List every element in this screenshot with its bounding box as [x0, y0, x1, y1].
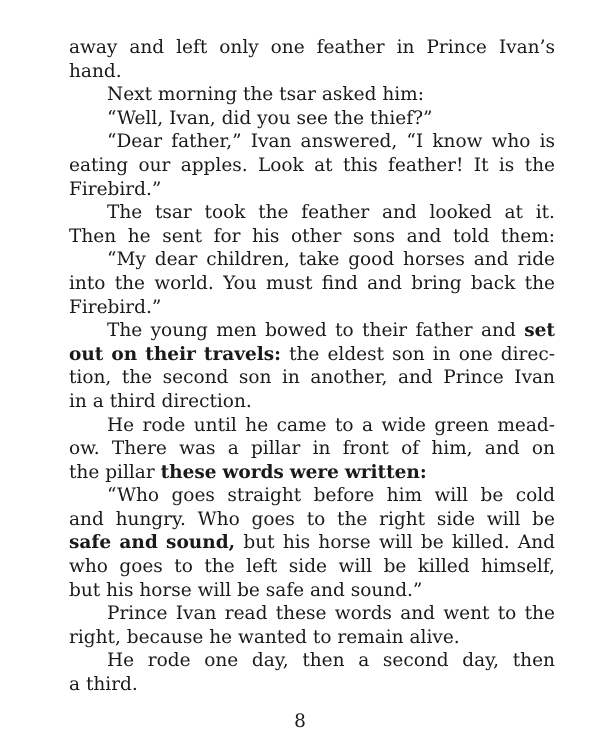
text-line: out on their travels: the eldest son in one direc-: [69, 343, 555, 365]
text-line: He rode until he came to a wide green mead-: [107, 414, 555, 436]
text-line: tion, the second son in another, and Prince Ivan: [69, 367, 555, 389]
text-line: ow. There was a pillar in front of him, and on: [69, 438, 555, 460]
text-line: and hungry. Who goes to the right side will be: [69, 508, 555, 530]
text-line: in a third direction.: [69, 390, 252, 412]
text-line: into the world. You must find and bring back the: [69, 272, 555, 294]
text-line: “My dear children, take good horses and ride: [107, 249, 555, 271]
text-line: He rode one day, then a second day, then: [107, 650, 555, 672]
text-line: Firebird.”: [69, 296, 162, 318]
text-line: Then he sent for his other sons and told them:: [69, 225, 555, 247]
page-text: [69, 36, 555, 697]
text-line: right, because he wanted to remain alive.: [69, 626, 460, 648]
text-line: safe and sound, but his horse will be killed. And: [69, 532, 555, 554]
page-number: 8: [294, 711, 306, 732]
text-line: The young men bowed to their father and set: [107, 320, 555, 342]
text-line: “Dear father,” Ivan answered, “I know who is: [107, 131, 555, 153]
text-line: hand.: [69, 60, 122, 82]
text-line: a third.: [69, 674, 138, 696]
text-line: “Who goes straight before him will be cold: [107, 485, 555, 507]
text-line: Prince Ivan read these words and went to the: [107, 603, 555, 625]
text-line: Firebird.”: [69, 178, 162, 200]
text-line: eating our apples. Look at this feather! It is the: [69, 154, 555, 176]
text-line: the pillar these words were written:: [69, 461, 427, 483]
text-line: “Well, Ivan, did you see the thief?”: [107, 107, 433, 129]
text-line: The tsar took the feather and looked at it.: [107, 202, 555, 224]
text-line: Next morning the tsar asked him:: [107, 84, 424, 106]
text-line: away and left only one feather in Prince Ivan’s: [69, 37, 555, 58]
text-line: who goes to the left side will be killed himself,: [69, 556, 555, 578]
text-line: but his horse will be safe and sound.”: [69, 579, 423, 601]
